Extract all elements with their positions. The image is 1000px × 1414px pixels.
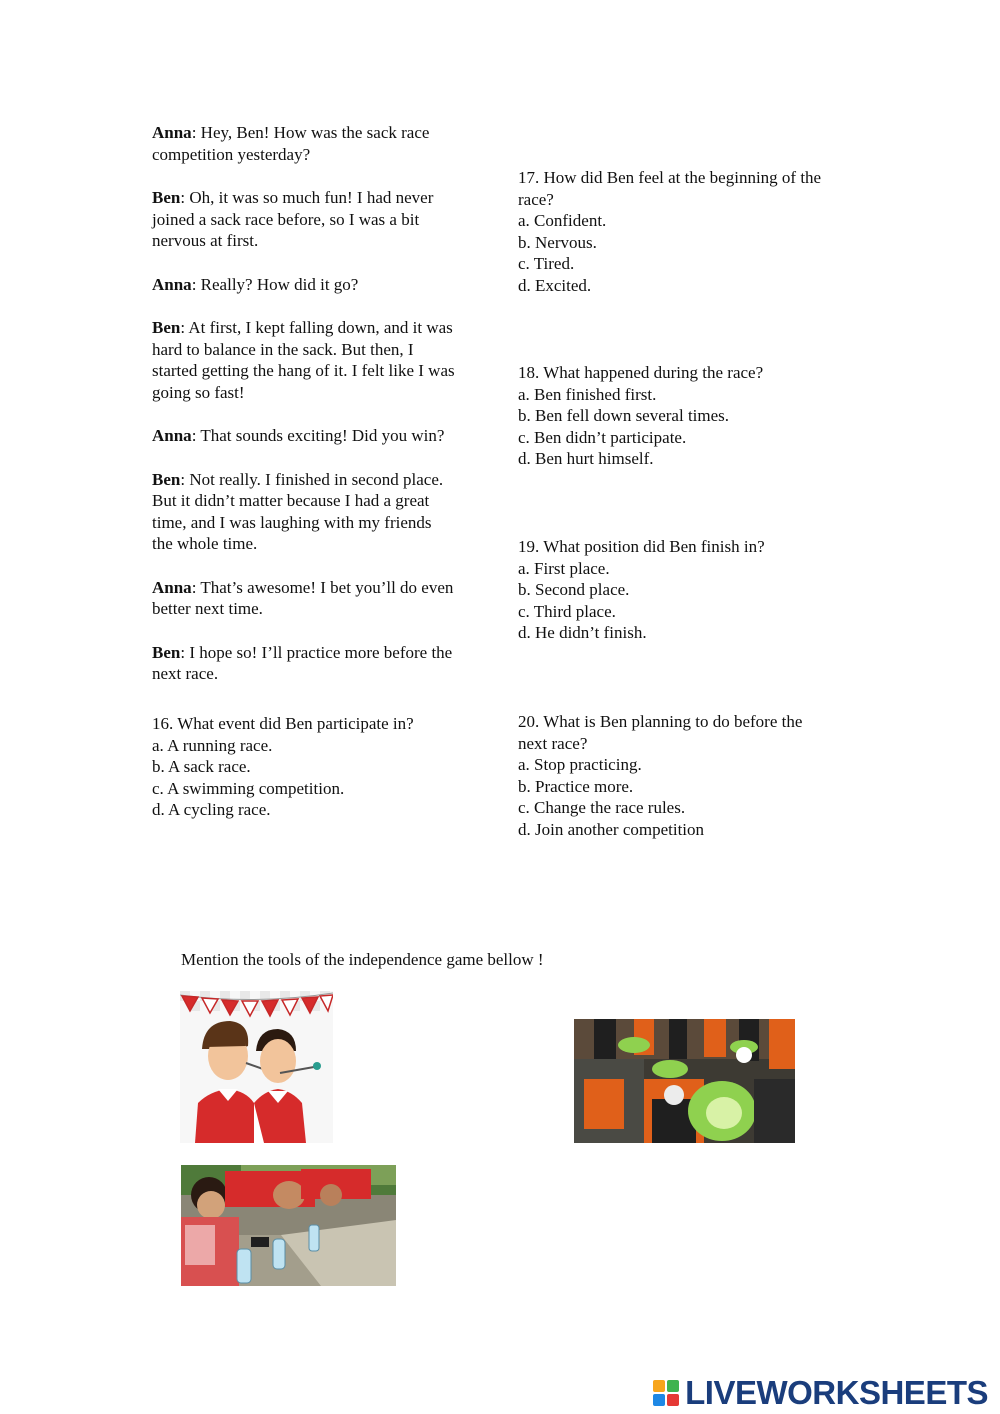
dialogue-turn	[152, 187, 492, 252]
option-b[interactable]: b. Practice more.	[518, 776, 634, 796]
dialogue-text: : That sounds exciting! Did you win?	[191, 426, 445, 445]
dialogue	[152, 122, 492, 707]
logo-icon	[653, 1380, 679, 1406]
question-text: 20. What is Ben planning to do before the next race?	[518, 712, 803, 753]
option-a[interactable]: a. A running race.	[152, 735, 273, 755]
question-text: 17. How did Ben feel at the beginning of the race?	[518, 168, 822, 209]
question-17	[518, 167, 868, 296]
speaker-name: Ben	[152, 642, 181, 662]
speaker-name: Anna	[152, 274, 192, 294]
option-a[interactable]: a. Confident.	[518, 211, 607, 230]
option-c[interactable]: c. A swimming competition.	[152, 778, 345, 798]
speaker-name: Anna	[152, 426, 192, 445]
option-a[interactable]: a. Ben finished first.	[518, 384, 657, 404]
option-d[interactable]: d. He didn’t finish.	[518, 623, 647, 642]
question-16	[152, 713, 492, 821]
plate-game-photo	[574, 1019, 795, 1143]
speaker-name: Anna	[152, 123, 192, 142]
dialogue-turn	[152, 642, 492, 685]
question-19	[518, 536, 868, 644]
option-c[interactable]: c. Third place.	[518, 601, 616, 621]
option-c[interactable]: c. Change the race rules.	[518, 798, 686, 817]
spoon-race-illustration	[180, 991, 333, 1143]
dialogue-text: : That’s awesome! I bet you’ll do even better next time.	[152, 577, 454, 618]
option-a[interactable]: a. Stop practicing.	[518, 755, 642, 774]
dialogue-turn	[152, 425, 492, 447]
option-d[interactable]: d. A cycling race.	[152, 800, 271, 819]
logo-text: LIVEWORKSHEETS	[685, 1374, 988, 1412]
speaker-name: Anna	[152, 577, 192, 597]
option-d[interactable]: d. Excited.	[518, 275, 592, 295]
liveworksheets-logo	[653, 1374, 988, 1412]
option-a[interactable]: a. First place.	[518, 558, 610, 578]
question-text: 19. What position did Ben finish in?	[518, 537, 765, 556]
option-b[interactable]: b. Second place.	[518, 580, 630, 599]
option-c[interactable]: c. Ben didn’t participate.	[518, 427, 687, 447]
dialogue-text: : Really? How did it go?	[191, 274, 359, 294]
option-b[interactable]: b. Ben fell down several times.	[518, 406, 730, 425]
dialogue-turn	[152, 274, 492, 296]
speaker-name: Ben	[152, 188, 181, 207]
question-text: 16. What event did Ben participate in?	[152, 714, 414, 733]
question-text: 18. What happened during the race?	[518, 363, 764, 382]
dialogue-text: : I hope so! I’ll practice more before the next race.	[152, 642, 453, 683]
dialogue-turn	[152, 469, 492, 555]
dialogue-turn	[152, 577, 492, 620]
speaker-name: Ben	[152, 318, 181, 337]
spoon-race-image	[180, 991, 333, 1143]
speaker-name: Ben	[152, 469, 181, 489]
dialogue-turn	[152, 317, 492, 403]
question-18	[518, 362, 868, 470]
dialogue-text: : At first, I kept falling down, and it was hard to balance in the sack. But then, I started getting the hang of it. I felt like I was going so fast!	[152, 318, 455, 402]
option-d[interactable]: d. Ben hurt himself.	[518, 449, 654, 468]
option-d[interactable]: d. Join another competition	[518, 819, 705, 839]
option-b[interactable]: b. A sack race.	[152, 757, 251, 776]
dialogue-text: : Hey, Ben! How was the sack race competition yesterday?	[152, 123, 430, 164]
instruction-text: Mention the tools of the independence game bellow !	[181, 950, 544, 969]
dialogue-turn	[152, 122, 492, 165]
option-b[interactable]: b. Nervous.	[518, 232, 597, 252]
bottle-game-photo	[181, 1165, 396, 1286]
dialogue-text: : Not really. I finished in second place. But it didn’t matter because I had a great time, and I was laughing with my friends the whole time.	[152, 469, 444, 553]
option-c[interactable]: c. Tired.	[518, 254, 575, 273]
dialogue-text: : Oh, it was so much fun! I had never joined a sack race before, so I was a bit nervous at first.	[152, 188, 434, 250]
bottle-game-image	[181, 1165, 396, 1286]
question-20	[518, 711, 868, 840]
plate-game-image	[574, 1019, 795, 1143]
